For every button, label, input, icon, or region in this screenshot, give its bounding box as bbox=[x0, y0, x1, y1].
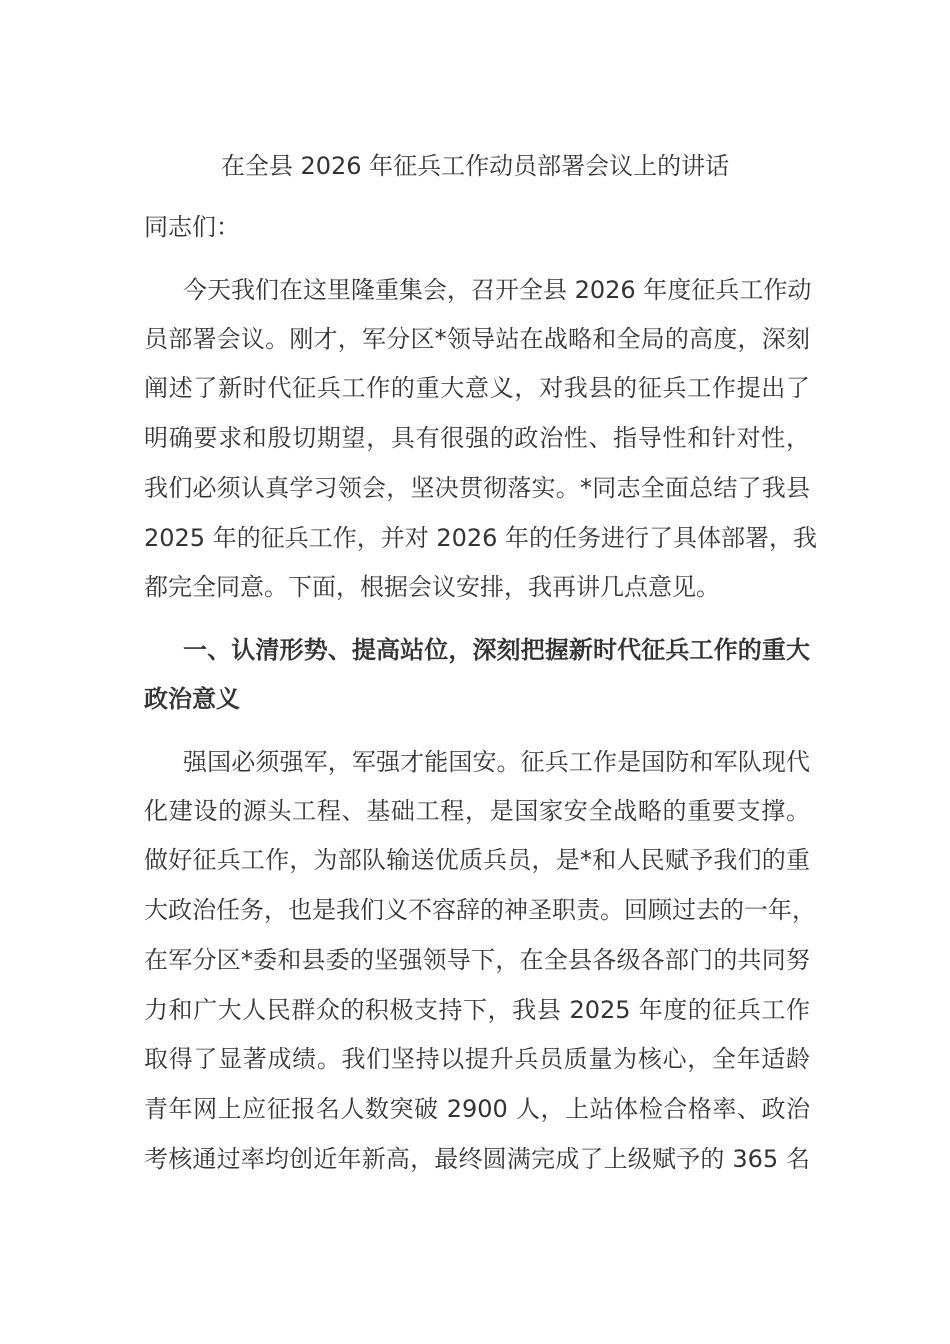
paragraph1-line: 今天我们在这里隆重集会，召开全县 2026 年度征兵工作动 bbox=[183, 276, 812, 304]
paragraph1-line: 2025 年的征兵工作，并对 2026 年的任务进行了具体部署，我 bbox=[144, 524, 818, 552]
paragraph2-line: 考核通过率均创近年新高，最终圆满完成了上级赋予的 365 名 bbox=[144, 1145, 810, 1173]
paragraph1-line: 都完全同意。下面，根据会议安排，我再讲几点意见。 bbox=[144, 573, 720, 601]
paragraph2-line: 做好征兵工作，为部队输送优质兵员，是*和人民赋予我们的重 bbox=[144, 846, 810, 874]
paragraph1-line: 阐述了新时代征兵工作的重大意义，对我县的征兵工作提出了 bbox=[144, 374, 810, 402]
paragraph2-line: 力和广大人民群众的积极支持下，我县 2025 年度的征兵工作 bbox=[144, 996, 810, 1024]
section-heading: 政治意义 bbox=[144, 685, 240, 713]
paragraph1-line: 员部署会议。刚才，军分区*领导站在战略和全局的高度，深刻 bbox=[144, 325, 810, 353]
paragraph2-line: 大政治任务，也是我们义不容辞的神圣职责。回顾过去的一年， bbox=[144, 896, 816, 924]
paragraph2-line: 强国必须强军，军强才能国安。征兵工作是国防和军队现代 bbox=[183, 748, 810, 776]
document-title: 在全县 2026 年征兵工作动员部署会议上的讲话 bbox=[220, 152, 730, 180]
paragraph1-line: 我们必须认真学习领会，坚决贯彻落实。*同志全面总结了我县 bbox=[144, 474, 810, 502]
section-heading: 一、认清形势、提高站位，深刻把握新时代征兵工作的重大 bbox=[183, 636, 810, 664]
paragraph1-line: 明确要求和殷切期望，具有很强的政治性、指导性和针对性， bbox=[144, 424, 810, 452]
paragraph2-line: 在军分区*委和县委的坚强领导下，在全县各级各部门的共同努 bbox=[144, 946, 810, 974]
paragraph2-line: 取得了显著成绩。我们坚持以提升兵员质量为核心，全年适龄 bbox=[144, 1045, 810, 1073]
paragraph2-line: 青年网上应征报名人数突破 2900 人，上站体检合格率、政治 bbox=[144, 1095, 810, 1123]
salutation: 同志们： bbox=[144, 213, 240, 241]
paragraph2-line: 化建设的源头工程、基础工程，是国家安全战略的重要支撑。 bbox=[144, 797, 810, 825]
